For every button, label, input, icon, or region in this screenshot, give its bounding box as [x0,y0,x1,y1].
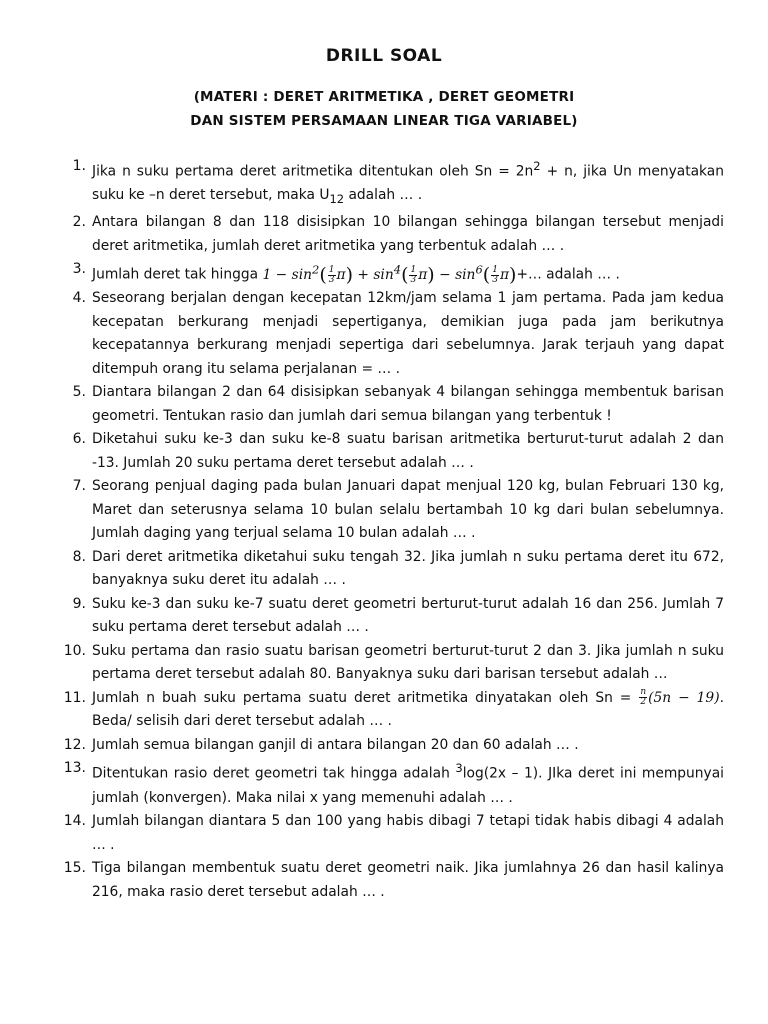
math-fraction [409,266,417,285]
math-fraction [639,688,647,707]
math-paren: ) [509,263,517,286]
question-number: 6. [72,431,86,448]
question-9 [52,593,724,640]
math-paren: ) [427,263,435,286]
question-text [92,757,724,810]
math-sin: sin [373,266,394,283]
math-operator: − [439,266,451,283]
frac-den: 3 [328,274,335,285]
math-expression: (5n − 19) [648,689,720,706]
question-number: 8. [72,548,86,565]
question-text: Antara bilangan 8 dan 118 disisipkan 10 bilangan sehingga bilangan tersebut menjadi deret aritmetika, jumlah deret aritmetika yang terbentuk adalah … . [92,214,724,254]
question-number: 13. [63,760,86,777]
question-text: Jumlah bilangan diantara 5 dan 100 yang habis dibagi 7 tetapi tidak habis dibagi 4 adalah … . [92,813,724,853]
question-number: 15. [63,860,86,877]
text-part: Ditentukan rasio deret geometri tak hingga adalah [92,766,456,783]
text-part: Jumlah n buah suku pertama suatu deret aritmetika dinyatakan oleh Sn = [92,689,639,706]
math-sin: sin [291,266,313,283]
question-5 [52,381,724,428]
frac-den: 3 [410,274,417,285]
question-1 [52,155,724,211]
math-paren: ( [319,263,327,286]
math-fraction [491,266,499,285]
question-text: Suku pertama dan rasio suatu barisan geometri berturut-turut 2 dan 3. Jika jumlah n suku pertama deret tersebut adalah 80. Banyaknya suku dari barisan tersebut adalah … [92,642,724,683]
question-text [92,258,724,287]
math-operator: − [275,266,288,283]
question-text: Diketahui suku ke-3 dan suku ke-8 suatu barisan aritmetika berturut-turut adalah 2 dan -13. Jumlah 20 suku pertama deret tersebut adalah … . [92,431,724,471]
question-number: 3. [72,261,86,278]
question-2 [52,211,724,258]
question-list [52,155,724,904]
question-10 [52,640,724,687]
question-text: Dari deret aritmetika diketahui suku tengah 32. Jika jumlah n suku pertama deret itu 672, banyaknya suku deret itu adalah … . [92,548,724,589]
question-15 [52,857,724,904]
math-power: 2 [312,262,320,277]
question-text [92,687,724,734]
question-number: 10. [63,642,86,659]
math-paren: ) [345,263,353,286]
question-14 [52,810,724,857]
frac-num: 1 [492,264,498,275]
math-pi: π [336,266,346,283]
frac-num: 1 [328,264,335,275]
question-number: 2. [72,214,86,231]
question-4 [52,287,724,381]
math-paren: ( [482,263,491,286]
math-expression [262,262,517,286]
question-8 [52,546,724,593]
question-number: 12. [63,736,86,753]
question-12 [52,734,724,758]
math-sin: sin [455,266,476,283]
frac-den: 2 [640,697,647,708]
question-13 [52,757,724,810]
superscript: 2 [533,159,541,173]
math-power: 6 [475,262,483,277]
text-part: Jika n suku pertama deret aritmetika ditentukan oleh Sn = 2n [92,163,534,180]
question-number: 1. [72,158,86,174]
question-11 [52,687,724,734]
math-paren: ( [401,263,409,286]
math-one: 1 [262,266,272,283]
question-number: 9. [72,595,86,612]
question-7 [52,475,724,546]
text-part: Jumlah deret tak hingga [92,266,263,283]
frac-den: 3 [492,274,498,285]
subtitle-line-2: DAN SISTEM PERSAMAAN LINEAR TIGA VARIABEL) [190,113,578,129]
question-text: Jumlah semua bilangan ganjil di antara bilangan 20 dan 60 adalah … . [92,736,579,753]
superscript: 3 [455,761,463,776]
math-operator: + [357,266,369,283]
question-number: 4. [72,290,86,307]
question-number: 14. [63,813,86,830]
question-text: Tiga bilangan membentuk suatu deret geometri naik. Jika jumlahnya 26 dan hasil kalinya 216, maka rasio deret tersebut adalah … . [92,860,724,900]
page-title: DRILL SOAL [325,46,443,66]
math-pi: π [418,266,428,283]
frac-num: n [640,687,647,698]
question-number: 5. [72,384,86,401]
question-number: 11. [63,689,86,706]
text-part: + n, jika Un menyatakan suku ke –n deret tersebut, maka U [92,163,724,204]
math-power: 4 [393,262,402,277]
question-text [92,155,724,211]
subtitle-line-1: (MATERI : DERET ARITMETIKA , DERET GEOMETRI [193,89,575,105]
question-text: Diantara bilangan 2 dan 64 disisipkan sebanyak 4 bilangan sehingga membentuk barisan geometri. Tentukan rasio dan jumlah dari semua bilangan yang terbentuk ! [92,384,724,424]
question-6 [52,428,724,475]
math-fraction [328,266,336,285]
question-text: Suku ke-3 dan suku ke-7 suatu deret geometri berturut-turut adalah 16 dan 256. Jumlah 7 suku pertama deret tersebut adalah … . [92,595,724,636]
question-text: Seseorang berjalan dengan kecepatan 12km/jam selama 1 jam pertama. Pada jam kedua kecepatan berkurang menjadi sepertiganya, demikian juga pada jam berikutnya kecepatannya berkurang menjadi sepertiga dari sebelumnya. Jarak terjauh yang dapat ditempuh orang itu selama perjalanan = … . [92,290,724,377]
frac-num: 1 [410,264,417,275]
question-number: 7. [72,478,86,495]
text-part: +… adalah … . [516,266,620,283]
text-part: log(2x – 1). JIka deret ini mempunyai jumlah (konvergen). Maka nilai x yang memenuhi adalah … . [92,766,724,806]
subscript: 12 [329,191,345,206]
text-part: adalah … . [344,187,423,204]
text-part: . Beda/ selisih dari deret tersebut adalah … . [92,689,724,730]
question-text: Seorang penjual daging pada bulan Januari dapat menjual 120 kg, bulan Februari 130 kg, Maret dan seterusnya selama 10 bulan selalu bertambah 10 kg dari bulan sebelumnya. Jumlah daging yang terjual selama 10 bulan adalah … . [92,478,724,542]
math-pi: π [499,266,510,283]
question-3 [52,258,724,287]
